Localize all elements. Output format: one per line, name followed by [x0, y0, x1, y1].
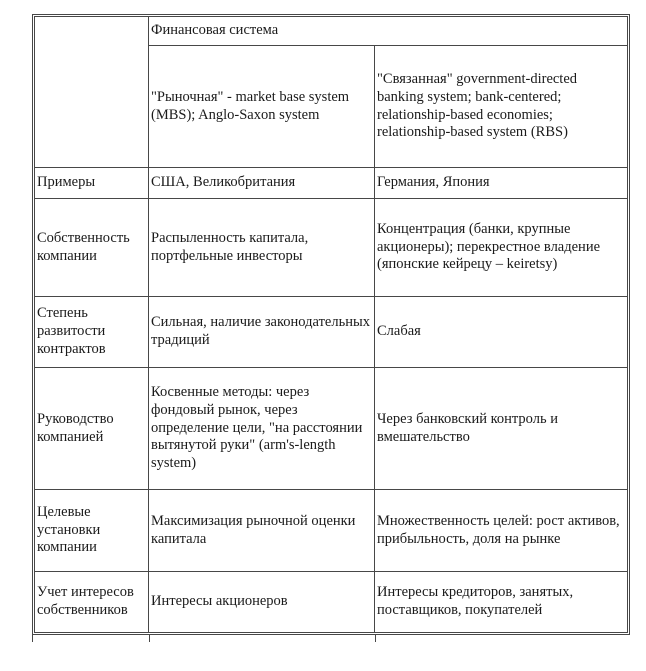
- rbs-cell: Через банковский контроль и вмешательство: [375, 368, 628, 490]
- row-label: Учет интересов собственников: [35, 572, 149, 633]
- rbs-cell: Германия, Япония: [375, 168, 628, 199]
- financial-systems-table: [34, 16, 628, 633]
- row-label: Примеры: [35, 168, 149, 199]
- table-row-ownership: [35, 199, 628, 297]
- rbs-cell: Слабая: [375, 297, 628, 368]
- rbs-system-cell: "Связанная" government-directed banking system; bank-centered; relationship-based economies; relationship-based system (RBS): [375, 46, 628, 168]
- mbs-cell: Интересы акционеров: [149, 572, 375, 633]
- row-label: Целевые установки компании: [35, 490, 149, 572]
- corner-empty-cell: [35, 17, 149, 168]
- table-row-stakeholders: [35, 572, 628, 633]
- comparison-table: [32, 14, 630, 635]
- rbs-cell: Интересы кредиторов, занятых, поставщиков, покупателей: [375, 572, 628, 633]
- mbs-cell: Максимизация рыночной оценки капитала: [149, 490, 375, 572]
- mbs-system-cell: "Рыночная" - market base system (MBS); Anglo-Saxon system: [149, 46, 375, 168]
- border-artifact: [32, 635, 33, 642]
- mbs-cell: США, Великобритания: [149, 168, 375, 199]
- row-label: Собственность компании: [35, 199, 149, 297]
- row-label: Степень развитости контрактов: [35, 297, 149, 368]
- table-title: Финансовая система: [149, 17, 628, 46]
- table-row-governance: [35, 368, 628, 490]
- row-label: Руководство компанией: [35, 368, 149, 490]
- table-row-contracts: [35, 297, 628, 368]
- table-row-examples: [35, 168, 628, 199]
- mbs-cell: Распыленность капитала, портфельные инвесторы: [149, 199, 375, 297]
- border-artifact: [149, 635, 150, 642]
- mbs-cell: Сильная, наличие законодательных традиций: [149, 297, 375, 368]
- border-artifact: [375, 635, 376, 642]
- mbs-cell: Косвенные методы: через фондовый рынок, через определение цели, "на расстоянии вытянутой руки" (arm's-length system): [149, 368, 375, 490]
- table-row-goals: [35, 490, 628, 572]
- rbs-cell: Концентрация (банки, крупные акционеры); перекрестное владение (японские кейрецу – keiretsy): [375, 199, 628, 297]
- rbs-cell: Множественность целей: рост активов, прибыльность, доля на рынке: [375, 490, 628, 572]
- header-row: [35, 17, 628, 46]
